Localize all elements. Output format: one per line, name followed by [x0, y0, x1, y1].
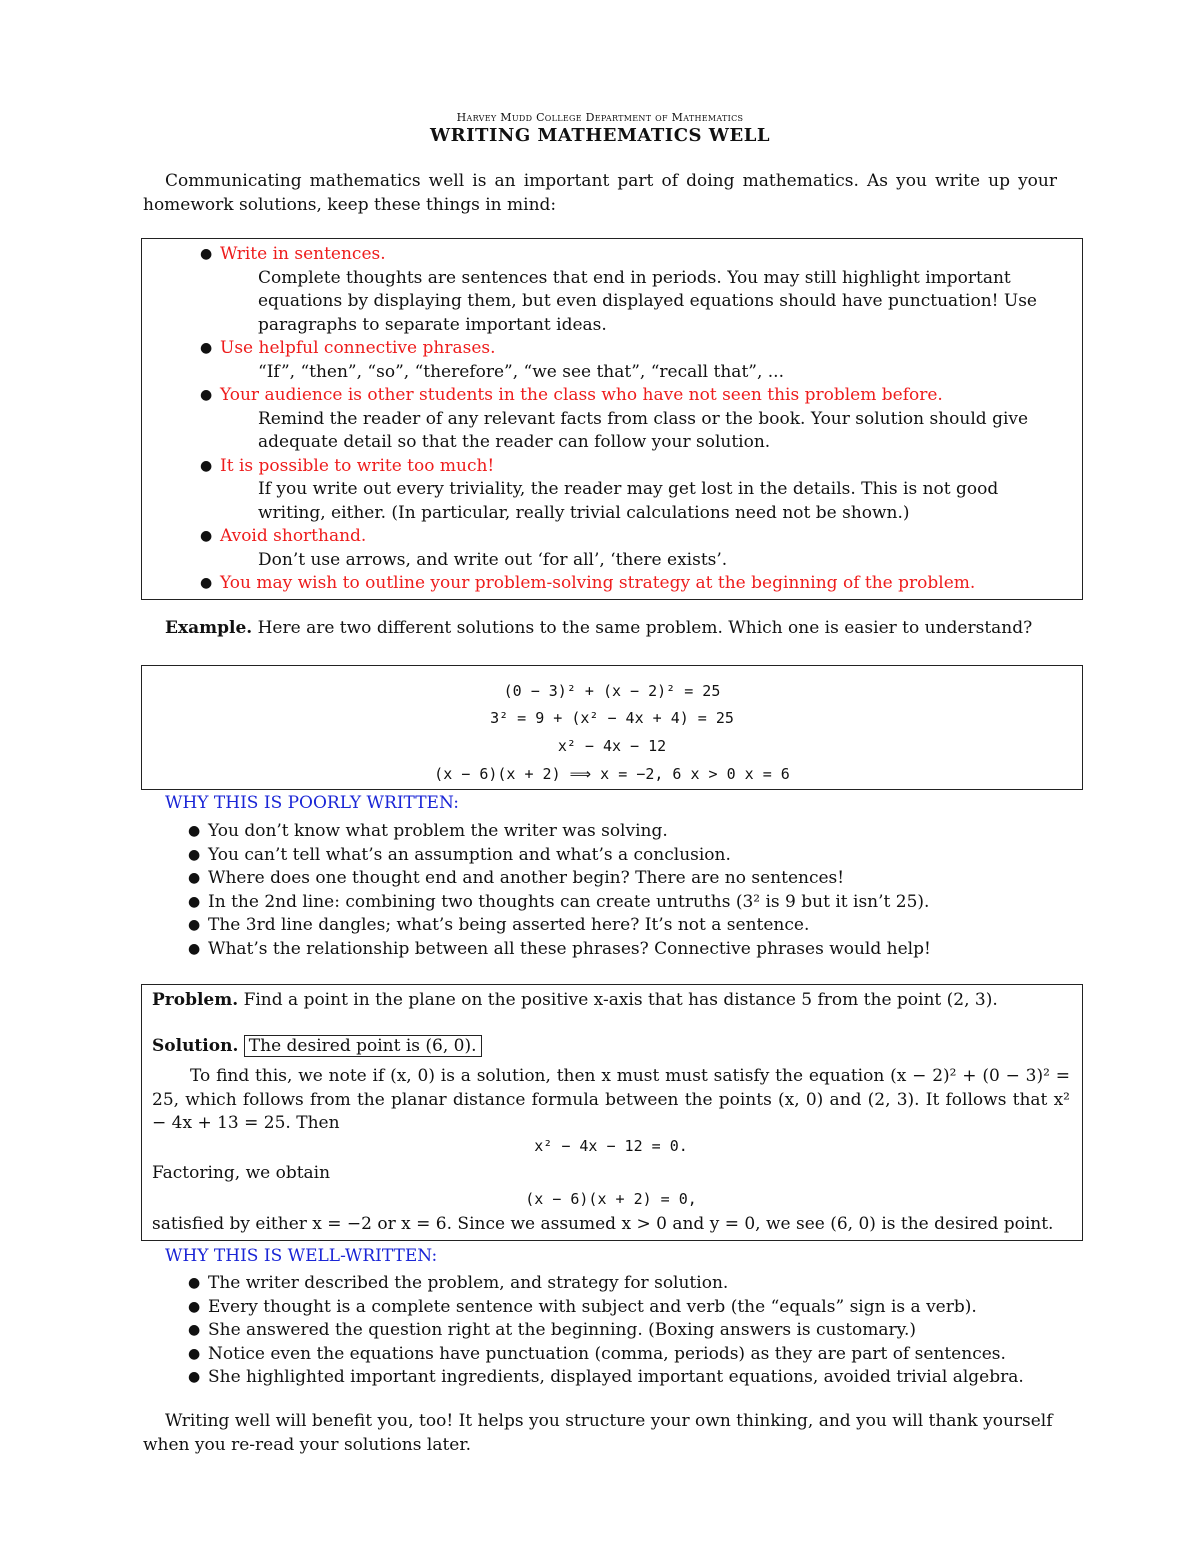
- conclusion-text: satisfied by either x = −2 or x = 6. Since we assumed x > 0 and y = 0, we see (6, 0) is the desired point.: [152, 1214, 1054, 1234]
- bullet-icon: ●: [188, 1298, 201, 1315]
- tip-body: “If”, “then”, “so”, “therefore”, “we see that”, “recall that”, ...: [258, 361, 784, 382]
- example-label: Example.: [165, 618, 253, 638]
- tip-item: [200, 243, 1080, 337]
- poor-equation-line: (0 − 3)² + (x − 2)² = 25: [503, 682, 721, 700]
- poor-why-text: You can’t tell what’s an assumption and what’s a conclusion.: [208, 844, 731, 865]
- tip-heading: It is possible to write too much!: [220, 455, 495, 476]
- tip-item: [200, 384, 1080, 455]
- good-why-text: She highlighted important ingredients, displayed important equations, avoided trivial algebra.: [208, 1367, 1024, 1387]
- bullet-icon: ●: [200, 387, 213, 403]
- poor-why-item: [188, 938, 1088, 962]
- good-why-item: [188, 1319, 1088, 1343]
- example-line: [165, 617, 1065, 641]
- bullet-icon: ●: [188, 940, 201, 957]
- department-header: Harvey Mudd College Department of Mathematics: [456, 111, 744, 124]
- poor-why-text: Where does one thought end and another begin? There are no sentences!: [208, 868, 845, 888]
- poor-why-item: [188, 820, 1088, 844]
- poor-equation-line: 3² = 9 + (x² − 4x + 4) = 25: [490, 709, 734, 727]
- tip-heading: Use helpful connective phrases.: [220, 338, 496, 358]
- tip-heading: You may wish to outline your problem-solving strategy at the beginning of the problem.: [220, 573, 976, 593]
- tip-heading: Write in sentences.: [220, 244, 386, 264]
- tip-body: If you write out every triviality, the reader may get lost in the details. This is not good writing, either. (In particular, really trivial calculations need not be shown.): [258, 479, 999, 523]
- bullet-icon: ●: [188, 846, 201, 863]
- tip-item: [200, 455, 1080, 526]
- solution-paragraph: To find this, we note if (x, 0) is a solution, then x must must satisfy the equation (x − 2)² + (0 − 3)² = 25, which follows from the planar distance formula between the points (x, 0) and (2, 3). It follows that x² − 4x + 13 = 25. Then: [152, 1066, 1070, 1133]
- bullet-icon: ●: [200, 575, 213, 591]
- good-why-list: [188, 1272, 1088, 1390]
- tip-item: [200, 525, 1080, 572]
- bullet-icon: ●: [188, 823, 201, 839]
- tip-body: Don’t use arrows, and write out ‘for all’, ‘there exists’.: [258, 549, 728, 570]
- display-equation-2: (x − 6)(x + 2) = 0,: [525, 1190, 697, 1208]
- good-why-text: She answered the question right at the beginning. (Boxing answers is customary.): [208, 1320, 917, 1340]
- good-why-text: Every thought is a complete sentence with subject and verb (the “equals” sign is a verb).: [208, 1296, 977, 1317]
- poor-why-item: [188, 867, 1088, 891]
- example-text: Here are two different solutions to the same problem. Which one is easier to understand?: [257, 618, 1033, 638]
- display-equation-1: x² − 4x − 12 = 0.: [534, 1137, 688, 1155]
- solution-line: [152, 1035, 1070, 1059]
- poor-why-text: The 3rd line dangles; what’s being asserted here? It’s not a sentence.: [208, 915, 810, 935]
- good-solution-box: [141, 984, 1083, 1241]
- bullet-icon: ●: [200, 246, 213, 262]
- factoring-text: Factoring, we obtain: [152, 1163, 331, 1183]
- tip-body: Remind the reader of any relevant facts from class or the book. Your solution should give adequate detail so that the reader can follow your solution.: [258, 408, 1029, 452]
- bullet-icon: ●: [200, 340, 213, 356]
- intro-paragraph: Communicating mathematics well is an important part of doing mathematics. As you write up your homework solutions, keep these things in mind:: [143, 171, 1057, 215]
- good-why-item: [188, 1366, 1088, 1390]
- bullet-icon: ●: [188, 1322, 201, 1338]
- bullet-icon: ●: [188, 917, 201, 933]
- poor-why-text: What’s the relationship between all these phrases? Connective phrases would help!: [208, 938, 931, 959]
- poor-why-item: [188, 844, 1088, 868]
- problem-text: Find a point in the plane on the positive x-axis that has distance 5 from the point (2, 3).: [243, 990, 998, 1010]
- bullet-icon: ●: [200, 528, 213, 544]
- poor-equation-line: (x − 6)(x + 2) ⟹ x = −2, 6 x > 0 x = 6: [434, 765, 790, 783]
- problem-statement: [152, 989, 1070, 1013]
- poor-why-text: You don’t know what problem the writer was solving.: [208, 821, 668, 841]
- bullet-icon: ●: [188, 893, 201, 910]
- boxed-answer: The desired point is (6, 0).: [244, 1035, 482, 1057]
- poor-why-text: In the 2nd line: combining two thoughts can create untruths (3² is 9 but it isn’t 25).: [208, 891, 930, 912]
- poor-why-heading: WHY THIS IS POORLY WRITTEN:: [165, 793, 459, 813]
- bullet-icon: ●: [188, 870, 201, 886]
- solution-label: Solution.: [152, 1036, 239, 1056]
- good-why-heading: WHY THIS IS WELL-WRITTEN:: [165, 1246, 438, 1266]
- problem-label: Problem.: [152, 990, 239, 1010]
- bullet-icon: ●: [188, 1345, 201, 1362]
- tips-box: [141, 238, 1083, 600]
- closing-paragraph: Writing well will benefit you, too! It helps you structure your own thinking, and you will thank yourself when you re-read your solutions later.: [143, 1411, 1053, 1455]
- bullet-icon: ●: [188, 1275, 201, 1291]
- tip-body: Complete thoughts are sentences that end in periods. You may still highlight important equations by displaying them, but even displayed equations should have punctuation! Use paragraphs to separate important ideas.: [258, 267, 1037, 335]
- poor-why-list: [188, 820, 1088, 961]
- poor-equation-line: x² − 4x − 12: [557, 737, 667, 755]
- good-why-text: Notice even the equations have punctuation (comma, periods) as they are part of sentences.: [208, 1343, 1006, 1364]
- poor-why-item: [188, 891, 1088, 915]
- tip-heading: Avoid shorthand.: [220, 526, 367, 546]
- good-why-item: [188, 1296, 1088, 1320]
- page-title: WRITING MATHEMATICS WELL: [429, 125, 771, 146]
- tip-item: [200, 572, 1080, 596]
- good-why-item: [188, 1343, 1088, 1367]
- tip-item: [200, 337, 1080, 384]
- tip-heading: Your audience is other students in the class who have not seen this problem before.: [220, 385, 943, 405]
- bullet-icon: ●: [188, 1369, 201, 1385]
- tips-list: [200, 243, 1080, 596]
- good-why-text: The writer described the problem, and strategy for solution.: [208, 1273, 729, 1293]
- poor-why-item: [188, 914, 1088, 938]
- good-why-item: [188, 1272, 1088, 1296]
- poor-solution-box: [141, 665, 1083, 790]
- bullet-icon: ●: [200, 457, 213, 474]
